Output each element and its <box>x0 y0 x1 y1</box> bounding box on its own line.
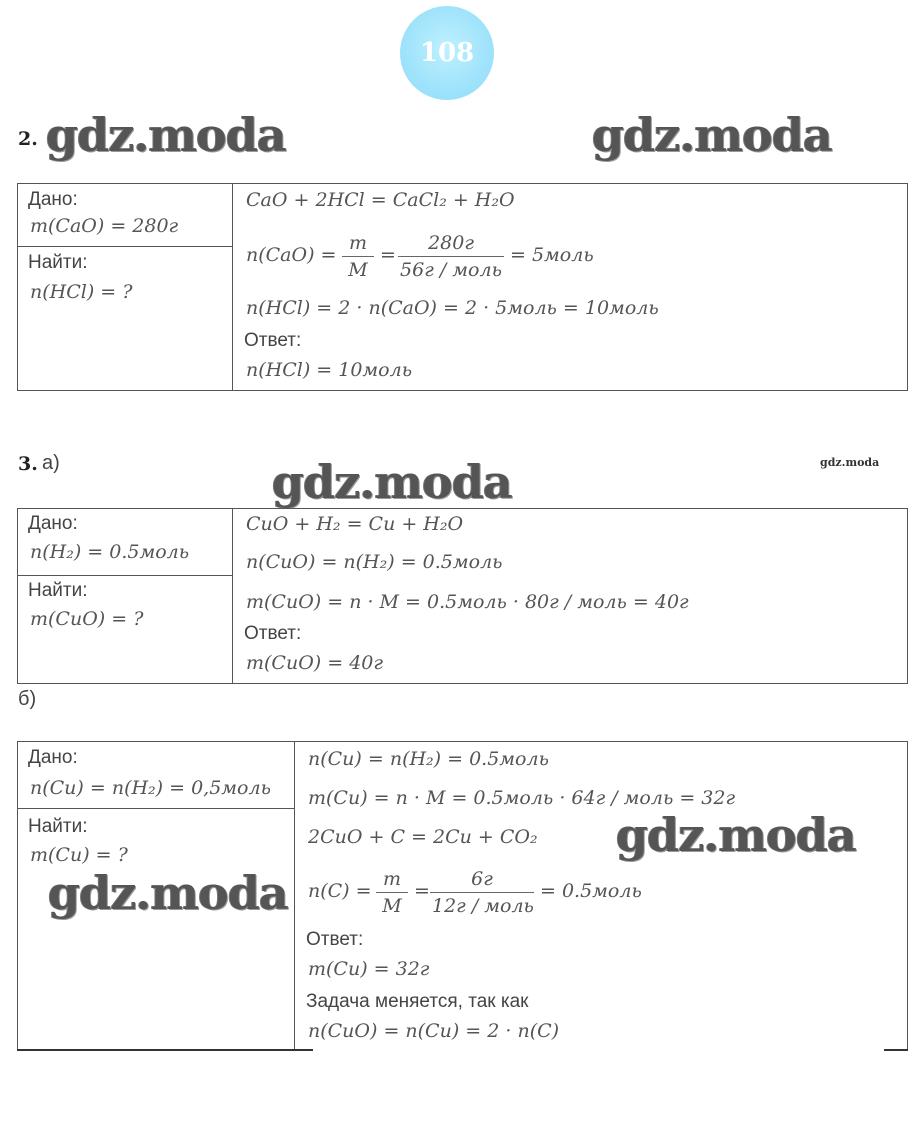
equation-hcl: n(HCl) = 2 · n(CaO) = 2 · 5моль = 10моль <box>246 297 659 319</box>
find-value: m(Cu) = ? <box>30 844 128 866</box>
equation-moles-cu: n(Cu) = n(H₂) = 0.5моль <box>308 748 549 770</box>
note-equation: n(CuO) = n(Cu) = 2 · n(C) <box>308 1020 560 1042</box>
task-3-number: 3. <box>18 453 38 475</box>
table-bottom-border <box>884 1049 908 1051</box>
equation-moles-c-rhs: = 0.5моль <box>540 880 642 902</box>
answer-label: Ответ: <box>244 623 302 644</box>
given-label: Дано: <box>28 513 78 534</box>
answer-value: n(HCl) = 10моль <box>246 359 413 381</box>
find-value: n(HCl) = ? <box>30 281 133 303</box>
task-2-number: 2. <box>18 128 38 150</box>
given-value: m(CaO) = 280г <box>30 215 179 237</box>
equation-reaction: 2CuO + C = 2Cu + CO₂ <box>308 826 538 848</box>
given-value: n(Cu) = n(H₂) = 0,5моль <box>30 777 271 799</box>
part-b-label: б) <box>18 688 37 710</box>
equation-reaction: CuO + H₂ = Cu + H₂O <box>246 513 464 535</box>
equation-moles-rhs: = 5моль <box>510 244 594 266</box>
equation-moles: n(CuO) = n(H₂) = 0.5моль <box>246 551 503 573</box>
equals-sign: = <box>380 244 396 266</box>
find-label: Найти: <box>28 816 88 837</box>
task-2-table <box>17 183 908 391</box>
given-value: n(H₂) = 0.5моль <box>30 541 190 563</box>
answer-label: Ответ: <box>306 929 364 950</box>
find-value: m(CuO) = ? <box>30 608 144 630</box>
table-bottom-border <box>17 1049 313 1051</box>
equation-moles-lhs: n(CaO) = <box>246 244 337 266</box>
fraction-values: 280г 56г / моль <box>398 230 504 283</box>
fraction-m-over-M: $\frac{m}{M}$ <box>342 230 374 283</box>
equals-sign: = <box>414 880 430 902</box>
note-text: Задача меняется, так как <box>306 991 529 1012</box>
watermark: gdz.moda <box>616 808 856 862</box>
watermark: gdz.moda <box>48 866 288 920</box>
part-a-label: а) <box>42 452 60 474</box>
answer-value: m(Cu) = 32г <box>308 958 430 980</box>
find-label: Найти: <box>28 580 88 601</box>
equation-mass: m(CuO) = n · M = 0.5моль · 80г / моль = 40г <box>246 591 689 613</box>
task-3a-table <box>17 508 908 684</box>
watermark: gdz.moda <box>272 455 512 509</box>
find-label: Найти: <box>28 252 88 273</box>
watermark: gdz.moda <box>46 108 286 162</box>
given-label: Дано: <box>28 747 78 768</box>
equation-mass-cu: m(Cu) = n · M = 0.5моль · 64г / моль = 32г <box>308 787 736 809</box>
equation-reaction: CaO + 2HCl = CaCl₂ + H₂O <box>246 189 515 211</box>
fraction-m-over-M: $\frac{m}{M}$ <box>376 866 408 919</box>
fraction-values: 6г 12г / моль <box>432 868 534 917</box>
page-number-badge: 108 <box>400 6 494 100</box>
given-label: Дано: <box>28 189 78 210</box>
watermark: gdz.moda <box>592 108 832 162</box>
answer-label: Ответ: <box>244 330 302 351</box>
answer-value: m(CuO) = 40г <box>246 652 383 674</box>
equation-moles-c-lhs: n(C) = <box>308 880 372 902</box>
watermark-small: gdz.moda <box>820 456 880 469</box>
